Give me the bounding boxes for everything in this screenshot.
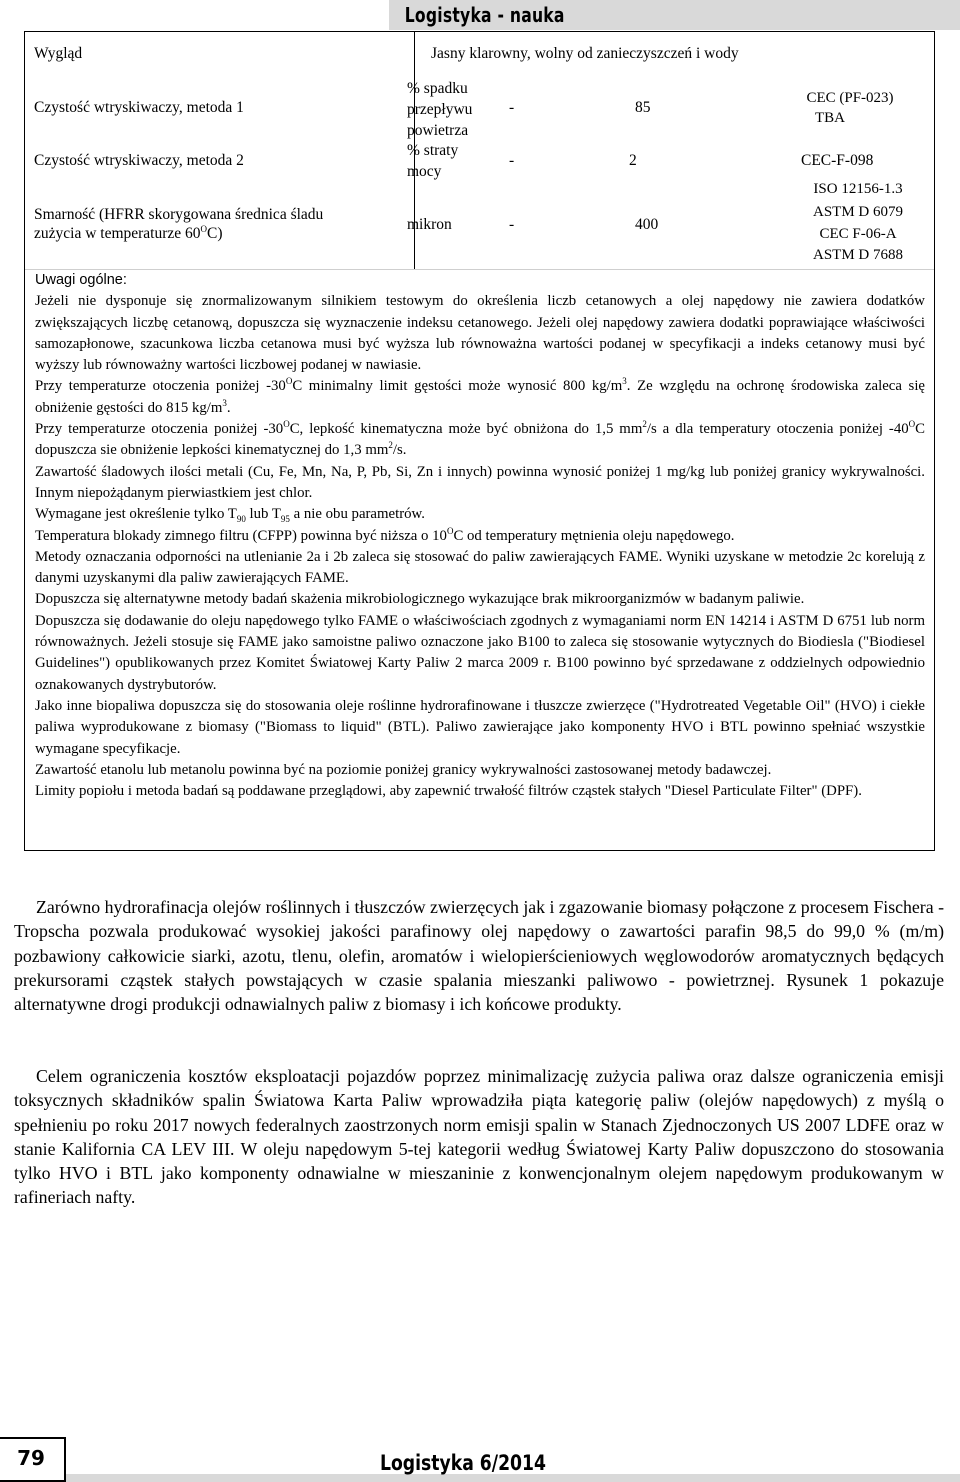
body-paragraph-1: Zarówno hydrorafinacja olejów roślinnych i tłuszczów zwierzęcych jak i zgazowanie biomasy połączone z procesem Fischera - Tropscha pozwala produkować wysokiej jakości parafinowy olej napędowy o zawartości parafin 98,5 do 99,0 % (m/m) pozbawiony całkowicie siarki, azotu, tlenu, olefin, aromatów i wielopierścieniowych węglowodorów aromatycznych będących prekursorami cząstek stałych powstających w czasie spalania mieszanki paliwowo - powietrznej. Rysunek 1 pokazuje alternatywne drogi produkcji odnawialnych paliw z biomasy i ich końcowe produkty. [14,897,944,1015]
row3-standard-1: ISO 12156-1.3 [813,181,903,197]
note-oxidation: Metody oznaczania odporności na utlenianie 2a i 2b zaleca się stosować do paliw zawierających FAME. Wyniki uzyskane w metodzie 2c korelują z danymi uzyskanymi dla paliw zawierających FAME. [35,548,925,587]
row1-standard-2: TBA [815,110,845,126]
row3-max: 400 [635,216,659,233]
row1-unit: % spadku przepływu powietrza [407,80,473,139]
row1-max: 85 [635,99,651,116]
row2-max: 2 [629,152,637,169]
page-number: 79 [17,1446,45,1470]
row3-min: - [509,216,515,233]
note-distillation: Wymagane jest określenie tylko $T_{90}$ lub $T_{95}$ a nie obu parametrów. [35,506,425,525]
appearance-value: Jasny klarowny, wolny od zanieczyszczeń i wody [431,45,739,62]
note-viscosity: Przy temperaturze otoczenia poniżej $-30^OC$, lepkość kinematyczna może być obniżona do 1,5 $mm^2/s$ a dla temperatury otoczenia poniżej $-40^OC$ dopuszcza sie obniżenie lepkości kinematycznej do 1,3 $mm^2/s$. [35,419,925,459]
row2-unit: % straty mocy [407,142,459,180]
section-header-title: Logistyka - nauka [404,3,565,27]
row3-standard-2: ASTM D 6079 [812,204,903,220]
row1-standard-1: CEC (PF-023) [806,90,894,106]
row1-min: - [509,99,515,116]
note-alcohol: Zawartość etanolu lub metanolu powinna być na poziomie poniżej granicy wykrywalności zastosowanej metody badawczej. [35,761,772,778]
row3-standard-3: CEC F-06-A [819,226,897,242]
general-notes [35,270,925,802]
note-cetane: Jeżeli nie dysponuje się znormalizowanym silnikiem testowym do określenia liczb cetanowych a olej napędowy nie zawiera dodatków zwiększających liczbę cetanową, dopuszcza się wyznaczenie indeksu cetanowego. Jeżeli olej napędowy zawiera dodatki poprawiające właściwości samozapłonowe, szacunkowa liczba cetanowa musi być wyższa lub równoważna wartości podanej w specyfikacji a indeks cetanowy musi być wyższy lub równoważny wartości liczbowej podanej w nawiasie. [35,293,925,374]
specification-table [24,31,935,851]
footer-band [0,1474,960,1482]
row2-standard: CEC-F-098 [801,152,874,169]
note-ash: Limity popiołu i metoda badań są poddawane przeglądowi, aby zapewnić trwałość filtrów cząstek stałych "Diesel Particulate Filter" (DPF). [35,783,862,800]
row3-unit: mikron [407,216,452,233]
note-density: Przy temperaturze otoczenia poniżej $-30^OC$ minimalny limit gęstości może wynosić 800 $kg/m^3$. Ze względu na ochronę środowiska zaleca się obniżenie gęstości do 815 $kg/m^3$. [35,376,925,416]
note-biofuels: Jako inne biopaliwa dopuszcza się do stosowania oleje roślinne hydrorafinowane i tłuszcze zwierzęce ("Hydrotreated Vegetable Oil" (HVO) i ciekłe paliwa wyprodukowane z biomasy ("Biomass to liquid" (BTL). Paliwo zawierające jako komponenty HVO i BTL powinno spełniać wszystkie wymagane specyfikacje. [35,697,925,757]
note-microbiology: Dopuszcza się alternatywne metody badań skażenia mikrobiologicznego wykazujące brak mikroorganizmów w badanym paliwie. [35,591,805,608]
note-cfpp: Temperatura blokady zimnego filtru (CFPP) powinna być niższa o $10^OC$ od temperatury mętnienia oleju napędowego. [35,525,735,544]
body-paragraph-2: Celem ograniczenia kosztów eksploatacji pojazdów poprzez minimalizację zużycia paliwa oraz dalsze ograniczenia emisji toksycznych składników spalin Światowa Karta Paliw wprowadziła piąta kategorię paliw (olejów napędowych) z myślą o spełnieniu po roku 2017 nowych federalnych zaostrzonych norm emisji spalin w Stanach Zjednoczonych US 2007 LDFE oraz w stanie Kalifornia CA LEV III. W oleju napędowym 5-tej kategorii według Światowej Karty Paliw dopuszczono do stosowania tylko HVO i BTL jako komponenty odnawialne w mieszaninie z konwencjonalnym olejem napędowym produkowanym w rafineriach nafty. [14,1066,944,1208]
note-metals: Zawartość śladowych ilości metali (Cu, Fe, Mn, Na, P, Pb, Si, Zn i innych) powinna wynosić poniżej 1 mg/kg lub poniżej granicy wykrywalności. Innym niepożądanym pierwiastkiem jest chlor. [35,463,925,501]
note-fame: Dopuszcza się dodawanie do oleju napędowego tylko FAME o właściwościach zgodnych z wymaganiami norm EN 14214 i ASTM D 6751 lub norm równoważnych. Jeżeli stosuje się FAME jako samoistne paliwo oznaczone jako B100 to zaleca się stosowanie wytycznych do Biodiesla ("Biodiesel Guidelines") opublikowanych przez Komitet Światowej Karty Paliw 2 marca 2009 r. B100 powinno być sprzedawane z oddzielnych odpowiednio oznakowanych dystrybutorów. [35,612,925,693]
notes-title: Uwagi ogólne: [35,272,127,288]
journal-footer: Logistyka 6/2014 [380,1451,547,1475]
appearance-label: Wygląd [34,45,83,62]
row2-min: - [509,152,515,169]
row3-label-line1: Smarność (HFRR skorygowana średnica śladu [34,206,324,223]
row1-label: Czystość wtryskiwaczy, metoda 1 [34,99,244,116]
row2-label: Czystość wtryskiwaczy, metoda 2 [34,152,244,169]
row3-label-line2: zużycia w temperaturze $60^OC$) [34,223,223,242]
row3-standard-4: ASTM D 7688 [812,247,903,263]
